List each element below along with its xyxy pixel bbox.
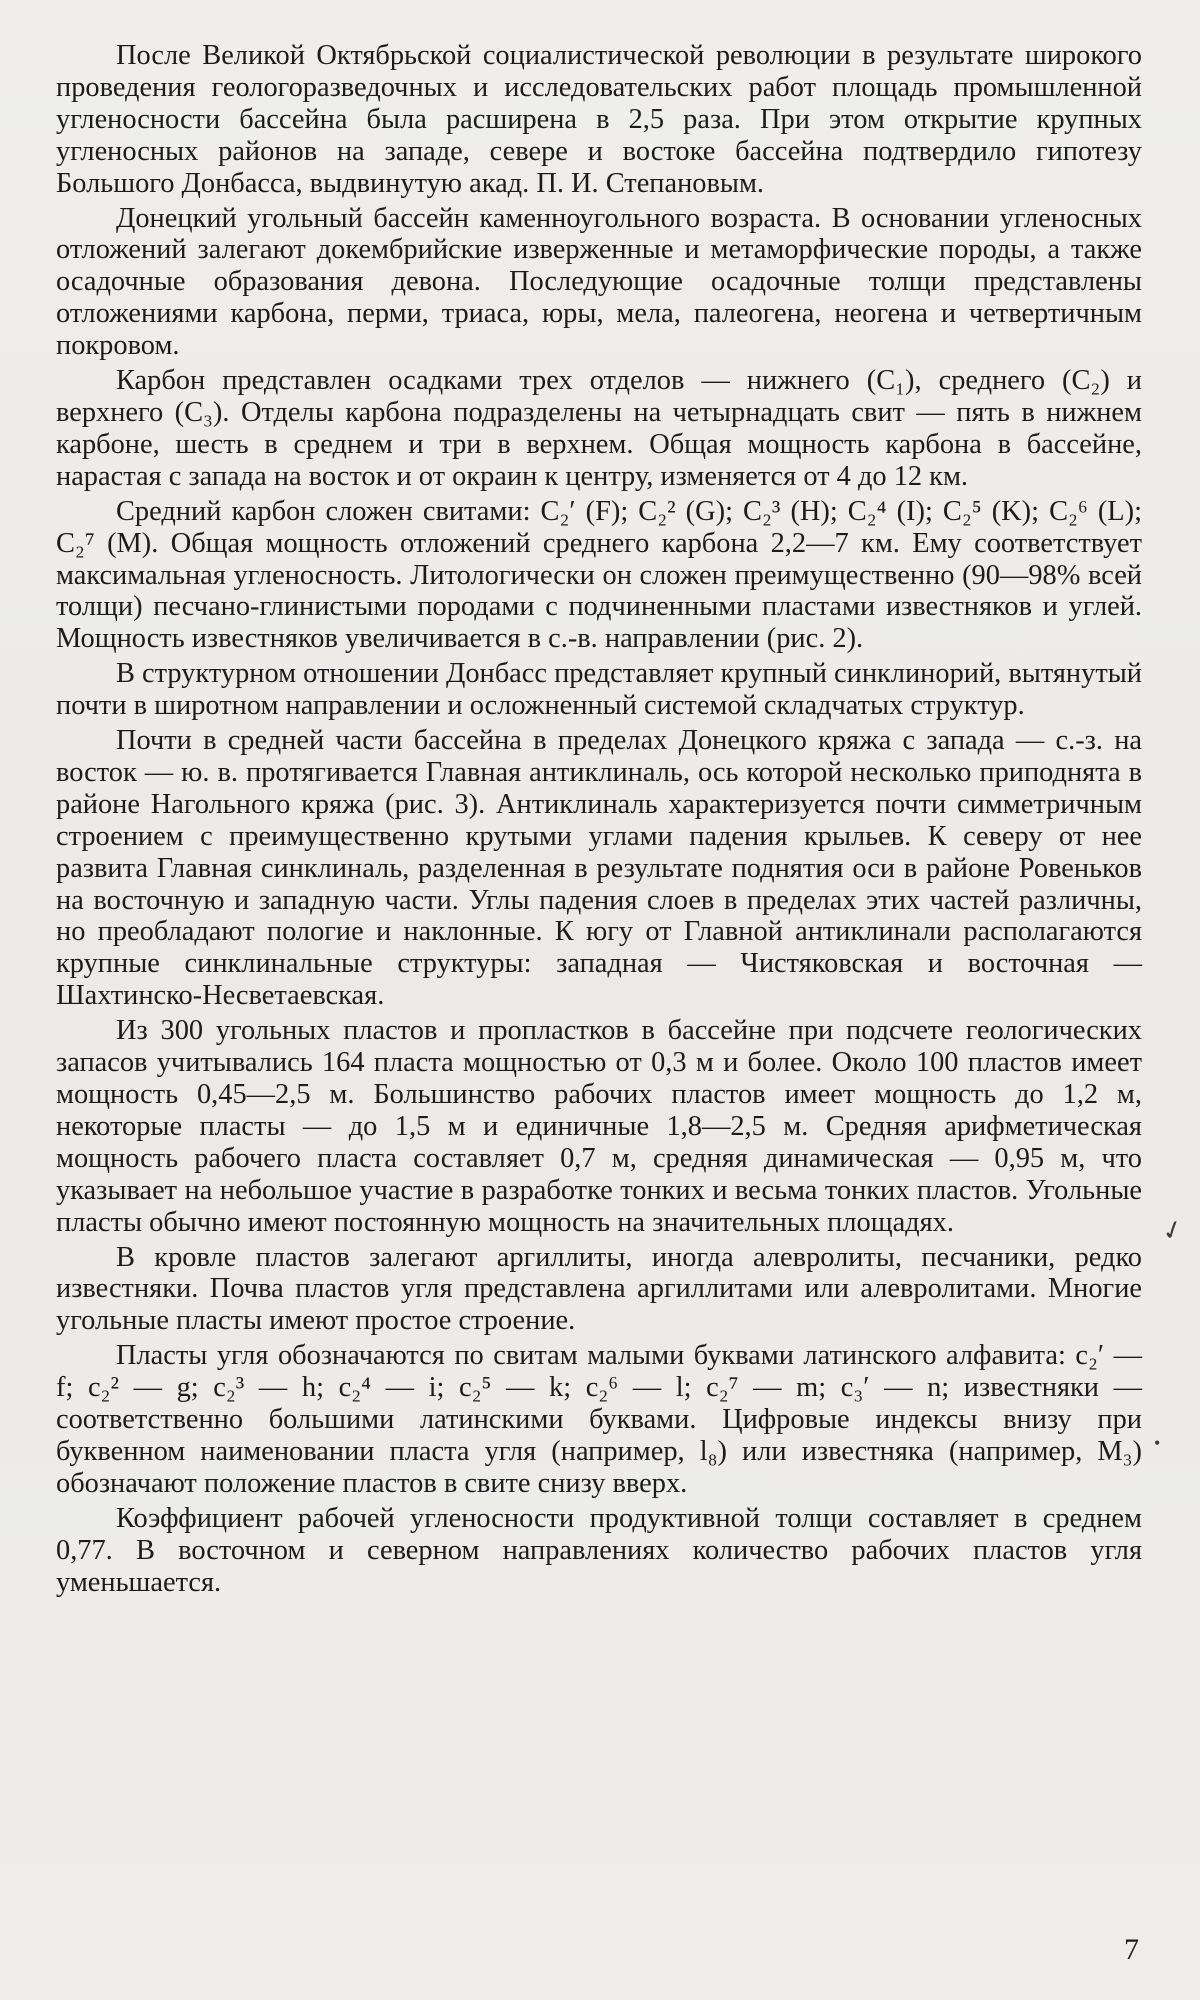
paragraph: Средний карбон сложен свитами: C₂′ (F); C₂² (G); C₂³ (H); C₂⁴ (I); C₂⁵ (K); C₂⁶ (L); C₂⁷ (M). Общая мощность отложений среднего карбона 2,2—7 км. Ему соответствует максимальная угленосность. Литологически он сложен преимущественно (90—98% всей толщи) песчано-глинистыми породами с подчиненными пластами известняков и углей. Мощность известняков увеличивается в с.-в. направлении (рис. 2). <box>56 495 1142 655</box>
paragraph: После Великой Октябрьской социалистической революции в результате широкого проведения геологоразведочных и исследовательских работ площадь промышленной угленосности бассейна была расширена в 2,5 раза. При этом открытие крупных угленосных районов на западе, севере и востоке бассейна подтвердило гипотезу Большого Донбасса, выдвинутую акад. П. И. Степановым. <box>56 40 1142 199</box>
paragraph: Пласты угля обозначаются по свитам малыми буквами латинского алфавита: c₂′ — f; c₂² — g; c₂³ — h; c₂⁴ — i; c₂⁵ — k; c₂⁶ — l; c₂⁷ — m; c₃′ — n; известняки — соответственно большими латинскими буквами. Цифровые индексы внизу при буквенном наименовании пласта угля (например, l₈) или известняка (например, M₃) обозначают положение пластов в свите снизу вверх. <box>56 1340 1142 1499</box>
paragraph: В кровле пластов залегают аргиллиты, иногда алевролиты, песчаники, редко известняки. Почва пластов угля представлена аргиллитами или алевролитами. Многие угольные пласты имеют простое строение. <box>56 1241 1142 1337</box>
page-number: 7 <box>1124 1933 1139 1966</box>
body-text <box>56 40 1142 1599</box>
margin-checkmark-icon: ✓ <box>1157 1213 1188 1248</box>
paragraph: В структурном отношении Донбасс представляет крупный синклинорий, вытянутый почти в широтном направлении и осложненный системой складчатых структур. <box>56 658 1142 722</box>
paragraph: Из 300 угольных пластов и пропластков в бассейне при подсчете геологических запасов учитывались 164 пласта мощностью от 0,3 м и более. Около 100 пластов имеет мощность 0,45—2,5 м. Большинство рабочих пластов имеет мощность до 1,2 м, некоторые пласты — до 1,5 м и единичные 1,8—2,5 м. Средняя арифметическая мощность рабочего пласта составляет 0,7 м, средняя динамическая — 0,95 м, что указывает на небольшое участие в разработке тонких и весьма тонких пластов. Угольные пласты обычно имеют постоянную мощность на значительных площадях. <box>56 1015 1142 1238</box>
margin-dot-icon: • <box>1154 1433 1161 1453</box>
paragraph: Донецкий угольный бассейн каменноугольного возраста. В основании угленосных отложений залегают докембрийские изверженные и метаморфические породы, а также осадочные образования девона. Последующие осадочные толщи представлены отложениями карбона, перми, триаса, юры, мела, палеогена, неогена и четвертичным покровом. <box>56 202 1142 362</box>
paragraph: Карбон представлен осадками трех отделов — нижнего (C₁), среднего (C₂) и верхнего (C₃). Отделы карбона подразделены на четырнадцать свит — пять в нижнем карбоне, шесть в среднем и три в верхнем. Общая мощность карбона в бассейне, нарастая с запада на восток и от окраин к центру, изменяется от 4 до 12 км. <box>56 365 1142 492</box>
paragraph: Коэффициент рабочей угленосности продуктивной толщи составляет в среднем 0,77. В восточном и северном направлениях количество рабочих пластов угля уменьшается. <box>56 1502 1142 1598</box>
paragraph: Почти в средней части бассейна в пределах Донецкого кряжа с запада — с.-з. на восток — ю. в. протягивается Главная антиклиналь, ось которой несколько приподнята в районе Нагольного кряжа (рис. 3). Антиклиналь характеризуется почти симметричным строением с преимущественно крутыми углами падения крыльев. К северу от нее развита Главная синклиналь, разделенная в результате поднятия оси в районе Ровеньков на восточную и западную части. Углы падения слоев в пределах этих частей различны, но преобладают пологие и наклонные. К югу от Главной антиклинали располагаются крупные синклинальные структуры: западная — Чистяковская и восточная — Шахтинско-Несветаевская. <box>56 725 1142 1012</box>
